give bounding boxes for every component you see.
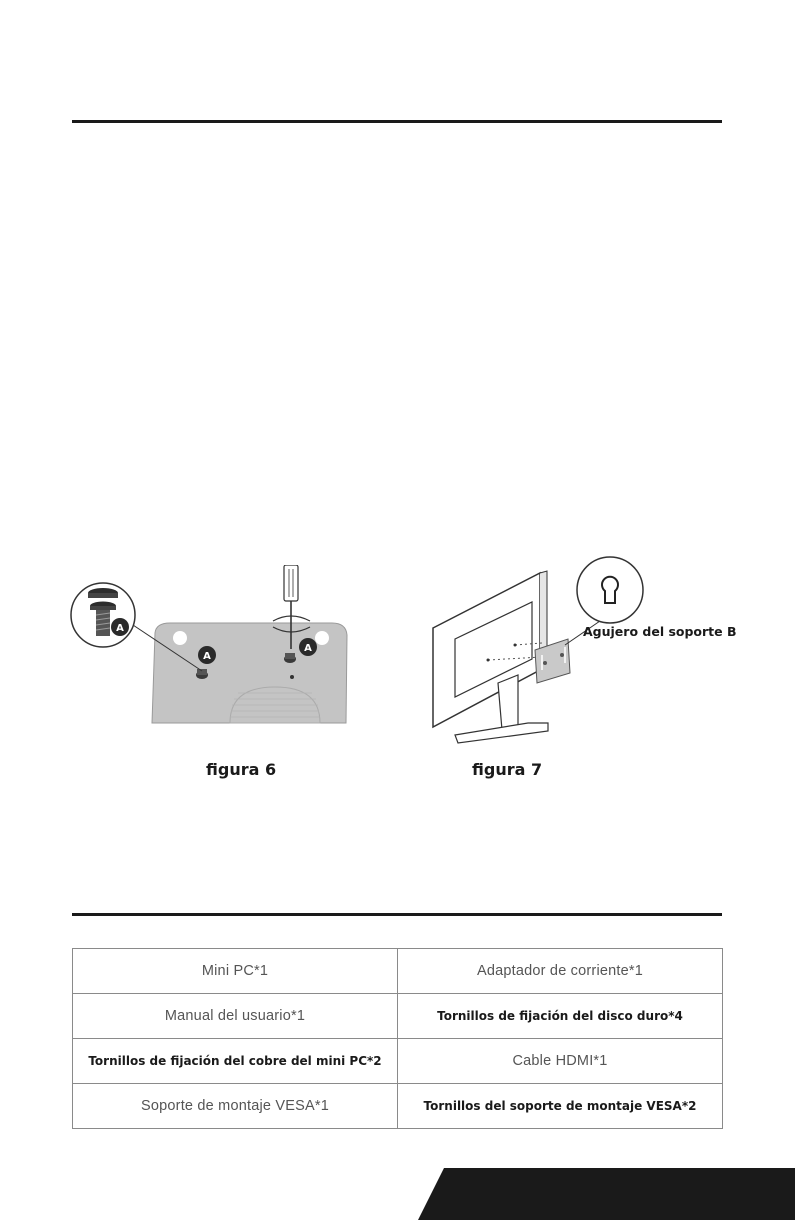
section-divider-bottom [72, 913, 722, 916]
table-cell: Tornillos de fijación del cobre del mini PC*2 [73, 1039, 398, 1084]
table-row [73, 1039, 723, 1084]
table-cell: Manual del usuario*1 [73, 994, 398, 1039]
table-row [73, 994, 723, 1039]
marker-a-label: A [203, 651, 211, 662]
table-cell: Cable HDMI*1 [398, 1039, 723, 1084]
table-cell: Tornillos de fijación del disco duro*4 [398, 994, 723, 1039]
page-corner-decoration [418, 1168, 795, 1220]
table-cell: Soporte de montaje VESA*1 [73, 1084, 398, 1129]
figure-7-caption: figura 7 [472, 760, 543, 779]
bracket-hole-label: Agujero del soporte B [583, 624, 737, 639]
marker-a-label: A [116, 623, 124, 634]
table-cell: Adaptador de corriente*1 [398, 949, 723, 994]
section-divider-top [72, 120, 722, 123]
table-cell: Mini PC*1 [73, 949, 398, 994]
figure-6-illustration [70, 565, 390, 730]
package-contents-table [72, 948, 723, 1129]
table-row [73, 949, 723, 994]
figure-6-caption: figura 6 [206, 760, 277, 779]
figure-7-illustration [420, 555, 795, 745]
marker-a-label: A [304, 643, 312, 654]
table-row [73, 1084, 723, 1129]
table-cell: Tornillos del soporte de montaje VESA*2 [398, 1084, 723, 1129]
